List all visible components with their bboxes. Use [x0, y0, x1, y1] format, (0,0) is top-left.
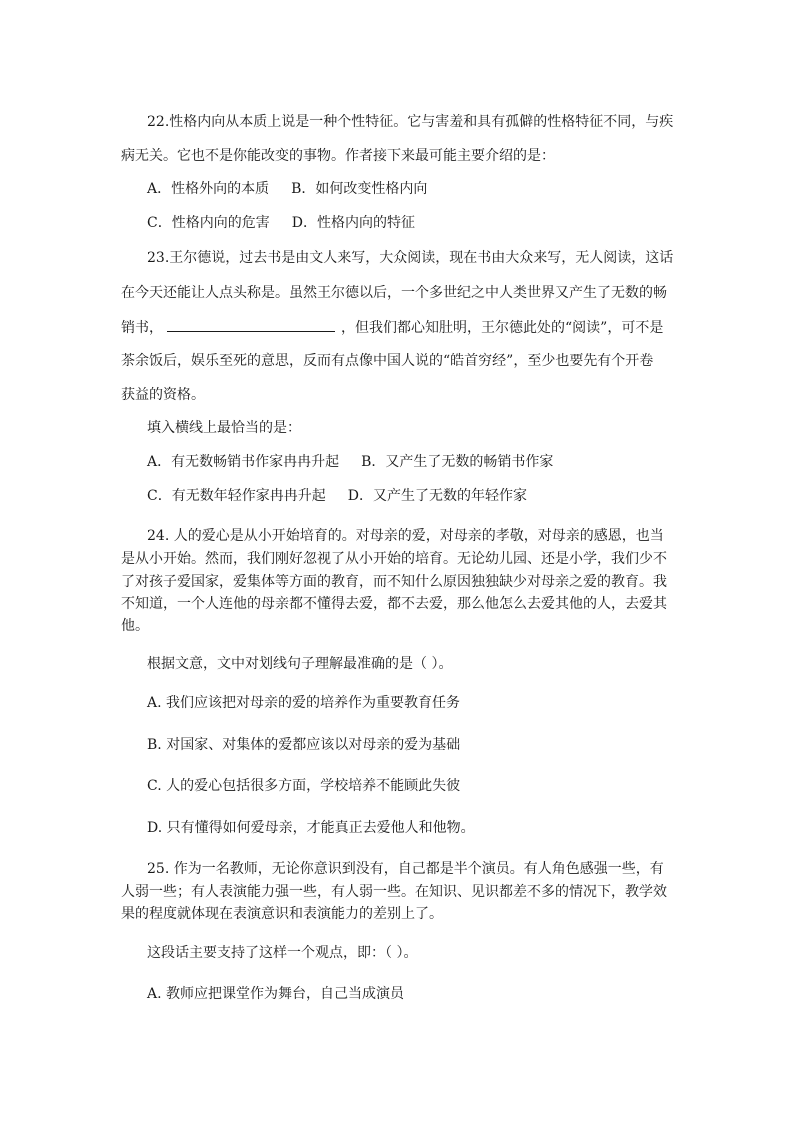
q24-option-b: B. 对国家、对集体的爱都应该以对母亲的爱为基础: [147, 737, 461, 753]
q25-stem-line1: 25. 作为一名教师，无论你意识到没有，自己都是半个演员。有人角色感强一些，有: [147, 861, 664, 877]
q23-option-a: A．有无数畅销书作家冉冉升起: [147, 454, 340, 470]
q24-stem-line1: 24. 人的爱心是从小开始培育的。对母亲的爱，对母亲的孝敬，对母亲的感恩，也当: [147, 528, 664, 544]
q23-line3-pre: 销书，: [121, 320, 163, 336]
q22-options-row1: [147, 179, 427, 199]
q22-stem-line2: 病无关。它也不是你能改变的事物。作者接下来最可能主要介绍的是：: [121, 148, 555, 164]
q23-option-b: B．又产生了无数的畅销书作家: [361, 454, 554, 470]
q25-prompt: 这段话主要支持了这样一个观点，即：（ ）。: [147, 945, 418, 961]
q23-options-row1: [147, 452, 553, 472]
fill-in-blank: [167, 317, 335, 332]
q24-option-a: A. 我们应该把对母亲的爱的培养作为重要教育任务: [147, 695, 461, 711]
q23-options-row2: [147, 486, 527, 506]
q24-stem-line3: 了对孩子爱国家，爱集体等方面的教育，而不知什么原因独独缺少对母亲之爱的教育。我: [121, 574, 667, 590]
q22-stem-line1: 22.性格内向从本质上说是一种个性特征。它与害羞和具有孤僻的性格特征不同，与疾: [147, 114, 674, 130]
q23-option-c: C．有无数年轻作家冉冉升起: [147, 488, 326, 504]
q24-prompt: 根据文意，文中对划线句子理解最准确的是（ ）。: [147, 656, 453, 672]
q24-option-d: D. 只有懂得如何爱母亲，才能真正去爱他人和他物。: [147, 820, 475, 836]
q23-stem-line4: 茶余饭后，娱乐至死的意思，反而有点像中国人说的“皓首穷经”，至少也要先有个开卷: [121, 353, 654, 369]
q23-stem-line5: 获益的资格。: [121, 387, 205, 403]
q24-stem-line2: 是从小开始。然而，我们刚好忽视了从小开始的培育。无论幼儿园、还是小学，我们少不: [121, 551, 667, 567]
q23-stem-line1: 23.王尔德说，过去书是由文人来写，大众阅读，现在书由大众来写，无人阅读，这话: [147, 250, 674, 266]
q25-stem-line2: 人弱一些；有人表演能力强一些，有人弱一些。在知识、见识都差不多的情况下，教学效: [121, 884, 667, 900]
q24-option-c: C. 人的爱心包括很多方面，学校培养不能顾此失彼: [147, 778, 461, 794]
q24-stem-line4: 不知道，一个人连他的母亲都不懂得去爱，都不去爱，那么他怎么去爱其他的人，去爱其: [121, 596, 667, 612]
q25-option-a: A. 教师应把课堂作为舞台，自己当成演员: [147, 986, 405, 1002]
q22-option-b: B．如何改变性格内向: [291, 181, 428, 197]
q22-options-row2: [147, 213, 415, 233]
q22-option-a: A．性格外向的本质: [147, 181, 270, 197]
q23-option-d: D．又产生了无数的年轻作家: [347, 488, 527, 504]
q25-stem-line3: 果的程度就体现在表演意识和表演能力的差别上了。: [121, 906, 443, 922]
q24-stem-line5: 他。: [121, 618, 149, 634]
q23-prompt: 填入横线上最恰当的是：: [147, 420, 301, 436]
q22-option-d: D．性格内向的特征: [291, 215, 415, 231]
q22-option-c: C．性格内向的危害: [147, 215, 270, 231]
q23-line3-post: ，但我们都心知肚明，王尔德此处的“阅读”，可不是: [341, 320, 664, 336]
q23-stem-line3: [121, 317, 663, 338]
q23-stem-line2: 在今天还能让人点头称是。虽然王尔德以后，一个多世纪之中人类世界又产生了无数的畅: [121, 285, 667, 301]
